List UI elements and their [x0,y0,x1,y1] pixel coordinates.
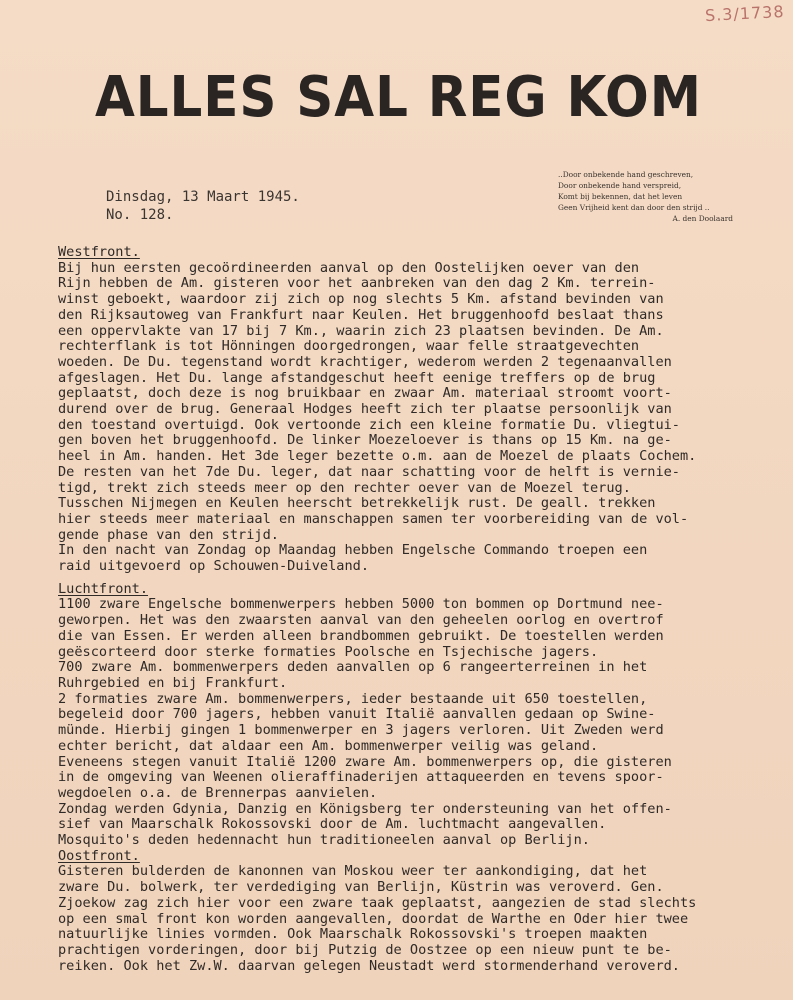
text-line: afgeslagen. Het Du. lange afstandgeschut heeft eenige treffers op de brug [58,369,656,386]
text-line: den toestand overtuigd. Ook vertoonde zich een kleine formatie Du. vliegtui- [58,416,680,433]
text-line: prachtigen vorderingen, door bij Putzig de Oostzee op een nieuw punt te be- [58,941,672,958]
text-line: Zondag werden Gdynia, Danzig en Königsberg ter ondersteuning van het offen- [58,800,672,817]
text-line: reiken. Ook het Zw.W. daarvan gelegen Neustadt werd stormenderhand veroverd. [58,957,680,974]
text-line: woeden. De Du. tegenstand wordt krachtiger, wederom werden 2 tegenaanvallen [58,353,672,370]
archive-mark: S.3/1738 [705,1,786,26]
text-line: münde. Hierbij gingen 1 bommenwerper en 3 jagers verloren. Uit Zweden werd [58,722,664,739]
motto-line: Komt bij bekennen, dat het leven [558,192,683,201]
motto [558,169,773,224]
dateline [106,188,300,224]
text-line: De resten van het 7de Du. leger, dat naar schatting voor de helft is vernie- [58,463,680,480]
text-line: natuurlijke linies vormden. Ook Maarschalk Rokossovski's troepen maakten [58,926,648,943]
text-line: rechterflank is tot Hönningen doorgedrongen, waar felle straatgevechten [58,338,640,355]
text-line: hier steeds meer materiaal en manschappen samen ter voorbereiding van de vol- [58,510,689,527]
text-line: op een smal front kon worden aangevallen, doordat de Warthe en Oder hier twee [58,910,689,927]
issue-number: No. 128. [106,207,174,223]
text-line: 1100 zware Engelsche bommenwerpers hebben 5000 ton bommen op Dortmund nee- [58,596,664,613]
text-line: Tusschen Nijmegen en Keulen heerscht betrekkelijk rust. De geall. trekken [58,495,656,512]
text-line: 2 formaties zware Am. bommenwerpers, ieder bestaande uit 650 toestellen, [58,690,648,707]
section-heading: Luchtfront. [58,580,149,597]
text-line: In den nacht van Zondag op Maandag hebben Engelsche Commando troepen een [58,542,648,559]
section-heading: Westfront. [58,244,140,260]
text-line: den Rijksautoweg van Frankfurt naar Keulen. Het bruggenhoofd beslaat thans [58,306,664,323]
issue-date: Dinsdag, 13 Maart 1945. [106,189,300,205]
text-line: geplaatst, doch deze is nog bruikbaar en zwaar Am. materiaal stroomt voort- [58,385,672,402]
text-line: die van Essen. Er werden alleen brandbommen gebruikt. De toestellen werden [58,627,664,644]
text-line: echter bericht, dat aldaar een Am. bommenwerper veilig was geland. [58,737,599,754]
text-line: een oppervlakte van 17 bij 7 Km., waarin zich 23 plaatsen bevinden. De Am. [58,322,664,339]
text-line: geëscorteerd door sterke formaties Poolsche en Tsjechische jagers. [58,643,599,660]
text-line: Rijn hebben de Am. gisteren voor het aanbreken van den dag 2 Km. terrein- [58,275,656,292]
masthead-title: ALLES SAL REG KOM [95,65,702,130]
text-line: Gisteren bulderden de kanonnen van Moskou weer ter aankondiging, dat het [58,863,648,880]
text-line: gen boven het bruggenhoofd. De linker Moezeloever is thans op 15 Km. na ge- [58,432,672,449]
text-line: Eveneens stegen vanuit Italië 1200 zware Am. bommenwerpers op, die gisteren [58,753,672,770]
motto-author: A. den Doolaard [672,214,733,223]
text-line: Mosquito's deden hedennacht hun traditioneelen aanval op Berlijn. [58,832,590,849]
text-line: wegdoelen o.a. de Brennerpas aanvielen. [58,784,378,801]
text-line: winst geboekt, waardoor zij zich op nog slechts 5 Km. afstand bevinden van [58,291,664,308]
text-line: 700 zware Am. bommenwerpers deden aanvallen op 6 rangeerterreinen in het [58,659,648,676]
text-line: Ruhrgebied en bij Frankfurt. [58,674,288,691]
motto-line: ..Door onbekende hand geschreven, [558,170,694,179]
article-body [58,245,788,974]
text-line: begeleid door 700 jagers, hebben vanuit Italië aanvallen gedaan op Swine- [58,706,656,723]
text-line: durend over de brug. Generaal Hodges heeft zich ter plaatse persoonlijk van [58,401,672,418]
text-line: heel in Am. handen. Het 3de leger bezette o.m. aan de Moezel de plaats Cochem. [58,448,697,465]
text-line: Bij hun eersten gecoördineerden aanval op den Oostelijken oever van den [58,259,640,276]
text-line: geworpen. Het was den zwaarsten aanval van den geheelen oorlog en overtrof [58,612,664,629]
text-line: in de omgeving van Weenen olieraffinaderijen attaqueerden en tevens spoor- [58,769,664,786]
text-line: raid uitgevoerd op Schouwen-Duiveland. [58,558,369,575]
section-gap [58,575,788,582]
motto-line: Door onbekende hand verspreid, [558,181,682,190]
text-line: gende phase van den strijd. [58,526,279,543]
motto-line: Geen Vrijheid kent dan door den strijd .. [558,203,710,212]
text-line: Zjoekow zag zich hier voor een zware taak geplaatst, aangezien de stad slechts [58,894,697,911]
text-line: tigd, trekt zich steeds meer op den rechter oever van de Moezel terug. [58,479,631,496]
section-heading: Oostfront. [58,847,140,864]
text-line: sief van Maarschalk Rokossovski door de Am. luchtmacht aangevallen. [58,816,607,833]
text-line: zware Du. bolwerk, ter verdediging van Berlijn, Küstrin was veroverd. Gen. [58,879,664,896]
